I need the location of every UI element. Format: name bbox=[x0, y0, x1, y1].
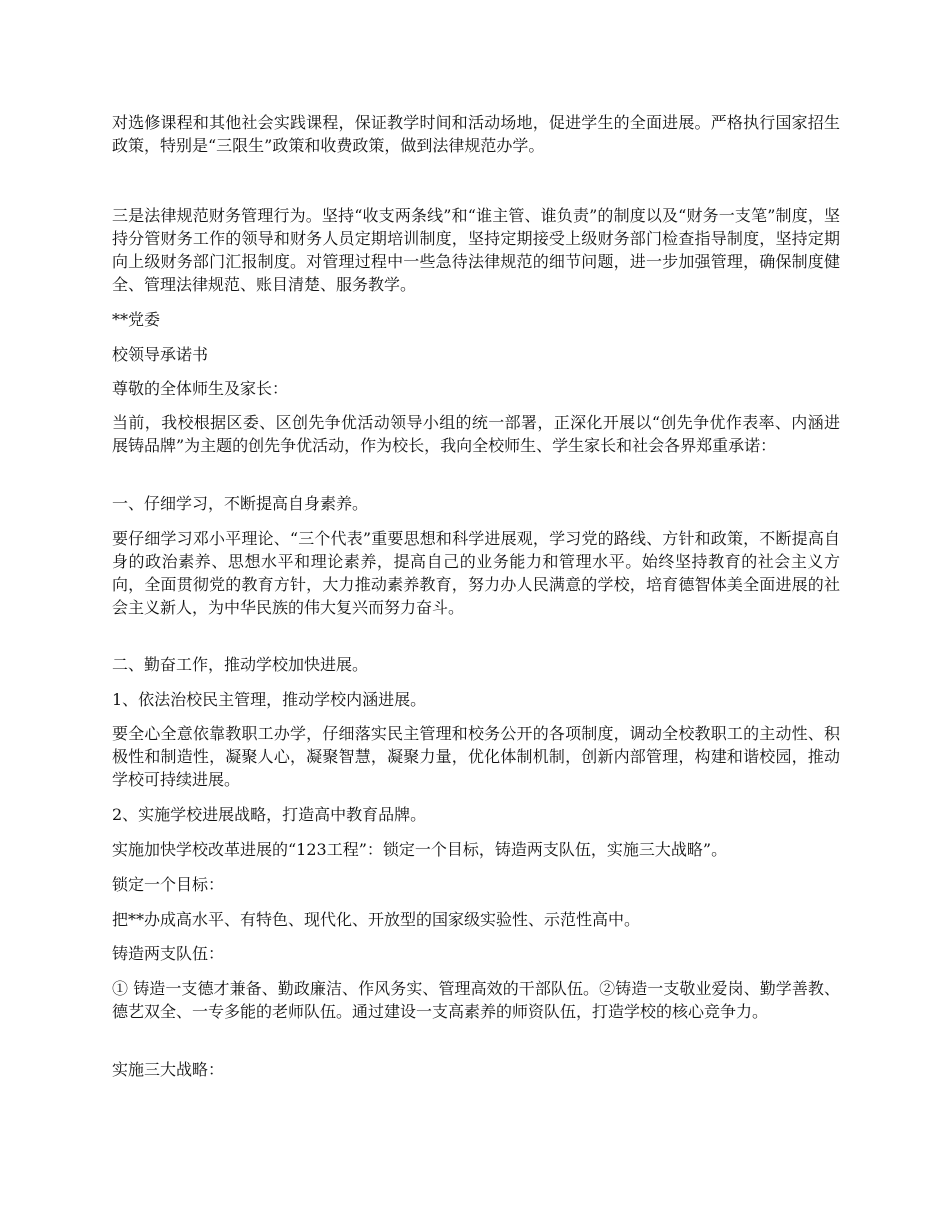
heading-one-goal: 锁定一个目标： bbox=[112, 875, 225, 894]
heading-two-teams: 铸造两支队伍： bbox=[112, 944, 225, 963]
heading-section-two: 二、勤奋工作，推动学校加快进展。 bbox=[112, 655, 369, 674]
heading-item-two: 2、实施学校进展战略，打造高中教育品牌。 bbox=[112, 805, 427, 824]
paragraph-study-commitment: 要仔细学习邓小平理论、“三个代表”重要思想和科学进展观，学习党的路线、方针和政策，不断提高自身的政治素养、思想水平和理论素养，提高自己的业务能力和管理水平。始终坚持教育的社会主义方向，全面贯彻党的教育方针，大力推动素养教育，努力办人民满意的学校，培育德智体美全面进展的社会主义新人，为中华民族的伟大复兴而努力奋斗。 bbox=[112, 529, 840, 617]
paragraph-pledge-title: 校领导承诺书 bbox=[112, 345, 209, 364]
heading-three-strategies: 实施三大战略： bbox=[112, 1060, 225, 1079]
heading-item-one: 1、依法治校民主管理，推动学校内涵进展。 bbox=[112, 690, 427, 709]
heading-section-one: 一、仔细学习，不断提高自身素养。 bbox=[112, 494, 369, 513]
paragraph-teams-statement: ① 铸造一支德才兼备、勤政廉洁、作风务实、管理高效的干部队伍。②铸造一支敬业爱岗、勤学善教、德艺双全、一专多能的老师队伍。通过建设一支高素养的师资队伍，打造学校的核心竞争力。 bbox=[112, 979, 840, 1021]
paragraph-party-committee: **党委 bbox=[112, 310, 161, 329]
paragraph-curriculum-and-enrollment: 对选修课程和其他社会实践课程，保证教学时间和活动场地，促进学生的全面进展。严格执行国家招生政策，特别是“三限生”政策和收费政策，做到法律规范办学。 bbox=[112, 113, 840, 155]
paragraph-salutation: 尊敬的全体师生及家长： bbox=[112, 379, 289, 398]
paragraph-democratic-management: 要全心全意依靠教职工办学，仔细落实民主管理和校务公开的各项制度，调动全校教职工的主动性、积极性和制造性，凝聚人心，凝聚智慧，凝聚力量，优化体制机制，创新内部管理，构建和谐校园，推动学校可持续进展。 bbox=[112, 724, 840, 789]
paragraph-financial-management: 三是法律规范财务管理行为。坚持“收支两条线”和“谁主管、谁负责”的制度以及“财务一支笔”制度，坚持分管财务工作的领导和财务人员定期培训制度，坚持定期接受上级财务部门检查指导制度，坚持定期向上级财务部门汇报制度。对管理过程中一些急待法律规范的细节问题，进一步加强管理，确保制度健全、管理法律规范、账目清楚、服务教学。 bbox=[112, 206, 840, 294]
paragraph-123-project: 实施加快学校改革进展的“123工程”：锁定一个目标，铸造两支队伍，实施三大战略”。 bbox=[112, 840, 728, 859]
paragraph-goal-statement: 把**办成高水平、有特色、现代化、开放型的国家级实验性、示范性高中。 bbox=[112, 910, 641, 929]
paragraph-introduction: 当前，我校根据区委、区创先争优活动领导小组的统一部署，正深化开展以“创先争优作表率、内涵进展铸品牌”为主题的创先争优活动，作为校长，我向全校师生、学生家长和社会各界郑重承诺： bbox=[112, 413, 840, 455]
